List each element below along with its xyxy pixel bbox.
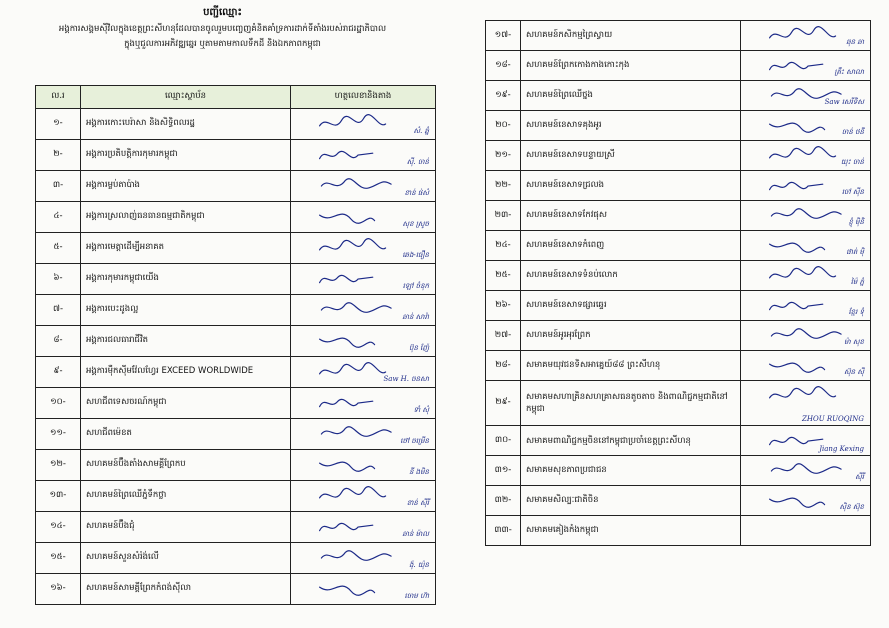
signature-cell bbox=[741, 171, 871, 201]
organization-name: សហគមន៍កសិកម្មព្រៃស្វាយ bbox=[521, 21, 741, 51]
handwritten-signature bbox=[305, 423, 413, 445]
table-row bbox=[36, 109, 436, 140]
handwritten-signature bbox=[305, 268, 413, 290]
signature-cell bbox=[741, 261, 871, 291]
organization-name: សហគមន៍ព្រៃឈើភ្នំទឹកថ្លា bbox=[81, 481, 291, 512]
row-number: ២៩- bbox=[486, 381, 521, 426]
signature-name: ខាន់ ផ់សំ bbox=[404, 189, 429, 197]
handwritten-signature bbox=[305, 144, 413, 166]
handwritten-signature bbox=[305, 237, 413, 259]
row-number: ២៨- bbox=[486, 351, 521, 381]
signature-name: ប៊ុន ញ៉ែ bbox=[409, 344, 429, 352]
signature-cell bbox=[741, 291, 871, 321]
organization-name: សមាគមពាណិជ្ជកម្មចិននៅកម្ពុជាប្រចាំខេត្តព្រះសីហនុ bbox=[521, 426, 741, 456]
header-signature: ហត្ថលេខានិងតាង bbox=[291, 86, 436, 109]
signature-cell bbox=[291, 109, 436, 140]
signature-cell bbox=[291, 140, 436, 171]
table-row bbox=[486, 291, 871, 321]
table-row bbox=[486, 201, 871, 231]
table-row bbox=[36, 481, 436, 512]
row-number: ២០- bbox=[486, 111, 521, 141]
organization-name: អង្គការកោះបេរ៉ាសា និងសិទ្ធិពលរដ្ឋ bbox=[81, 109, 291, 140]
signature-cell bbox=[741, 231, 871, 261]
table-row bbox=[486, 51, 871, 81]
organization-name: សហគមន៍នេសាទកំពេញ bbox=[521, 231, 741, 261]
signature-name: ង៉ុ. យ៉ុន bbox=[408, 561, 429, 569]
signature-name: ឆេង-ធឿន bbox=[402, 251, 429, 259]
organization-name: សមាគមសុខភាពប្រជាជន bbox=[521, 456, 741, 486]
row-number: ៣០- bbox=[486, 426, 521, 456]
signature-name: ឆាន់ សារ៉ា bbox=[402, 313, 429, 321]
signature-cell bbox=[741, 321, 871, 351]
organization-name: សហគមន៍សួនសំរ៉ង់លើ bbox=[81, 543, 291, 574]
handwritten-signature bbox=[755, 205, 863, 227]
handwritten-signature bbox=[755, 460, 863, 482]
table-row bbox=[36, 574, 436, 605]
row-number: ៣- bbox=[36, 171, 81, 202]
organization-name: សហគមន៍នេសាទផ្សារឆ្ទេរ bbox=[521, 291, 741, 321]
signature-name: ខាន់ ស៊ីរី bbox=[406, 499, 429, 507]
table-row bbox=[36, 140, 436, 171]
signature-name: សុខ ស្រូច bbox=[402, 220, 429, 228]
handwritten-signature bbox=[305, 206, 413, 228]
signature-name: ម៉ា សុខ bbox=[844, 338, 864, 346]
handwritten-signature bbox=[305, 578, 413, 600]
row-number: ៣១- bbox=[486, 456, 521, 486]
table-row bbox=[36, 388, 436, 419]
table-row bbox=[486, 321, 871, 351]
handwritten-signature bbox=[755, 385, 863, 407]
signature-name: ស៊ី. ចាន់ bbox=[406, 158, 429, 166]
table-row bbox=[36, 512, 436, 543]
table-row bbox=[486, 381, 871, 426]
signature-cell bbox=[741, 456, 871, 486]
signature-cell bbox=[291, 543, 436, 574]
organization-name: អង្គការស្រលាញ់ធនធានធម្មជាតិកម្ពុជា bbox=[81, 202, 291, 233]
row-number: ២៦- bbox=[486, 291, 521, 321]
signature-name: នី ងមិន bbox=[409, 468, 429, 476]
list-subtitle-1: អង្គការសង្គមស៊ីវិលក្នុងខេត្តព្រះសីហនុដែលបានចូលរួមបញ្ចេញគំនិតគាំទ្រការដាក់ទីតាំងរបស់រាជរដ្ឋាភិបាល bbox=[58, 24, 387, 34]
signature-name: ចាន់ ថនី bbox=[841, 128, 864, 136]
table-row bbox=[486, 351, 871, 381]
signature-cell bbox=[741, 381, 871, 426]
signature-cell bbox=[291, 233, 436, 264]
signature-cell bbox=[741, 51, 871, 81]
row-number: ២៧- bbox=[486, 321, 521, 351]
signature-cell bbox=[741, 81, 871, 111]
row-number: ៣២- bbox=[486, 486, 521, 516]
signature-cell bbox=[291, 326, 436, 357]
handwritten-signature bbox=[755, 265, 863, 287]
signature-name: ឆុន ឆា bbox=[846, 38, 864, 46]
signature-name: ឡៅ ចំនុក bbox=[402, 282, 429, 290]
row-number: ២៣- bbox=[486, 201, 521, 231]
signature-name: Saw H. ចនសា bbox=[383, 375, 429, 383]
signature-cell bbox=[291, 481, 436, 512]
signature-name: ខ្មែរ ទុំ bbox=[848, 308, 864, 316]
row-number: ១៥- bbox=[36, 543, 81, 574]
signature-name: យុះ ចាន់ bbox=[840, 158, 864, 166]
signature-name: Saw សេរីទិស bbox=[824, 98, 864, 106]
signature-name: ម៉ៃ ភ្នំ bbox=[850, 278, 864, 286]
signature-cell bbox=[741, 21, 871, 51]
row-number: ១៣- bbox=[36, 481, 81, 512]
signature-name: ចោម ហ៊ា bbox=[404, 592, 429, 600]
organization-name: សហគមន៍ប៊ឹងតាំងសាមគ្គីព្រែកប bbox=[81, 450, 291, 481]
row-number: ១៧- bbox=[486, 21, 521, 51]
table-row bbox=[486, 261, 871, 291]
row-number: ៧- bbox=[36, 295, 81, 326]
table-row bbox=[36, 357, 436, 388]
organization-name: អង្គការម៉ឺកស៊ីមវ៉ែលហ្វែរ EXCEED WORLDWIDE bbox=[81, 357, 291, 388]
signature-cell bbox=[291, 419, 436, 450]
organization-name: អង្គការជលធារាជីវិត bbox=[81, 326, 291, 357]
row-number: ៨- bbox=[36, 326, 81, 357]
signature-cell bbox=[291, 450, 436, 481]
row-number: ១២- bbox=[36, 450, 81, 481]
row-number: ៩- bbox=[36, 357, 81, 388]
row-number: ២៥- bbox=[486, 261, 521, 291]
table-row bbox=[36, 450, 436, 481]
signature-name: គ្រឹះ សាលា bbox=[834, 68, 864, 76]
list-title: បញ្ជីឈ្មោះ bbox=[203, 7, 242, 18]
row-number: ៣៣- bbox=[486, 516, 521, 546]
header-organization: ឈ្មោះស្ថាប័ន bbox=[81, 86, 291, 109]
organization-name: សហគមន៍នេសាទជ្រលង bbox=[521, 171, 741, 201]
organization-name: សហគមន៍នេសាទកែវផុស bbox=[521, 201, 741, 231]
signature-cell bbox=[291, 512, 436, 543]
organization-name: សហគមន៍នេសាទបន្ទាយស្រី bbox=[521, 141, 741, 171]
signature-cell bbox=[291, 264, 436, 295]
table-row bbox=[36, 295, 436, 326]
signature-cell bbox=[741, 201, 871, 231]
table-row bbox=[36, 264, 436, 295]
table-row bbox=[36, 326, 436, 357]
signature-name: Jiang Kexing bbox=[819, 445, 864, 453]
organization-name: សហគមន៍ព្រៃឈើថ្នង bbox=[521, 81, 741, 111]
organization-name: អង្គការប្រតិបត្តិការកុមារកម្ពុជា bbox=[81, 140, 291, 171]
organization-name: សមាគមសហាគ្រិនសហគ្រាសធនតូចតាច និងពាណិជ្ជកម្មជាតិនៅកម្ពុជា bbox=[521, 381, 741, 426]
signature-cell bbox=[291, 357, 436, 388]
handwritten-signature bbox=[305, 330, 413, 352]
signature-cell bbox=[291, 295, 436, 326]
organization-name: អង្គការមេត្តាដើម្បីអនាគត bbox=[81, 233, 291, 264]
signature-name: ស៊ីរី bbox=[855, 473, 864, 481]
signature-name: ZHOU RUOQING bbox=[802, 415, 864, 423]
signature-name: ចៅ ស៊ីន bbox=[841, 188, 864, 196]
organization-name: សហគមន៍ព្រែកកោងកាងកោះកុង bbox=[521, 51, 741, 81]
signature-name: ឆាន់ ម៉ាល bbox=[402, 530, 429, 538]
table-row bbox=[486, 456, 871, 486]
handwritten-signature bbox=[305, 485, 413, 507]
signature-cell bbox=[741, 516, 871, 546]
row-number: ១៨- bbox=[486, 51, 521, 81]
table-row bbox=[486, 81, 871, 111]
organization-name: អង្គការកុមារកម្ពុជាយើង bbox=[81, 264, 291, 295]
signature-cell bbox=[741, 426, 871, 456]
handwritten-signature bbox=[305, 299, 413, 321]
table-row bbox=[486, 111, 871, 141]
table-header-row bbox=[36, 86, 436, 109]
signature-name: ខ្ញុំ ម៉ិនិ bbox=[848, 218, 864, 226]
table-row bbox=[36, 543, 436, 574]
signature-cell bbox=[291, 202, 436, 233]
row-number: ១៤- bbox=[36, 512, 81, 543]
handwritten-signature bbox=[305, 392, 413, 414]
row-number: ១៦- bbox=[36, 574, 81, 605]
right-signature-table bbox=[485, 20, 871, 546]
organization-name: សមាគមសិល្បៈជាតិចិន bbox=[521, 486, 741, 516]
table-row bbox=[36, 233, 436, 264]
header-number: ល.រ bbox=[36, 86, 81, 109]
handwritten-signature bbox=[305, 113, 413, 135]
handwritten-signature bbox=[755, 295, 863, 317]
organization-name: សហគមន៍ប៊ឹងជុំ bbox=[81, 512, 291, 543]
row-number: ២២- bbox=[486, 171, 521, 201]
table-row bbox=[486, 486, 871, 516]
signature-name: ស៊ុន ស៊ី bbox=[844, 368, 864, 376]
table-row bbox=[486, 141, 871, 171]
signature-name: ស៊ិន ស៊ុខ bbox=[839, 503, 864, 511]
signature-name: ទាំ សុំ bbox=[413, 406, 429, 414]
organization-name: សហគមន៍អូរអុរព្រែក bbox=[521, 321, 741, 351]
row-number: ១៩- bbox=[486, 81, 521, 111]
organization-name: សមាគមយុវជនទិសអាគ្នេយ៍៨៨ ព្រះសីហនុ bbox=[521, 351, 741, 381]
row-number: ២- bbox=[36, 140, 81, 171]
organization-name: សហជីពម៉េខត bbox=[81, 419, 291, 450]
organization-name: អង្គការបេះដូងល្អ bbox=[81, 295, 291, 326]
table-row bbox=[486, 171, 871, 201]
signature-cell bbox=[291, 388, 436, 419]
organization-name: សហជីពទេសចរណ៍កម្ពុជា bbox=[81, 388, 291, 419]
row-number: ៥- bbox=[36, 233, 81, 264]
signature-cell bbox=[291, 171, 436, 202]
row-number: ២១- bbox=[486, 141, 521, 171]
handwritten-signature bbox=[305, 175, 413, 197]
signature-cell bbox=[741, 486, 871, 516]
organization-name: សហគមន៍នេសាទគុងអូរ bbox=[521, 111, 741, 141]
row-number: ១០- bbox=[36, 388, 81, 419]
handwritten-signature bbox=[305, 454, 413, 476]
signature-name: ថៅ ចម្រើន bbox=[400, 437, 429, 445]
row-number: ២៤- bbox=[486, 231, 521, 261]
list-subtitle-2: ក្នុងឬជួលការអភិវឌ្ឍឆ្នេរ ឬតាមតាមកាលទឹកដី និងឯកភាពកម្ពុជា bbox=[124, 39, 321, 49]
row-number: ៤- bbox=[36, 202, 81, 233]
signature-cell bbox=[741, 111, 871, 141]
row-number: ៦- bbox=[36, 264, 81, 295]
table-row bbox=[36, 419, 436, 450]
table-row bbox=[486, 21, 871, 51]
signature-cell bbox=[741, 141, 871, 171]
table-row bbox=[486, 516, 871, 546]
organization-name: អង្គការម្លប់តាប៉ាង bbox=[81, 171, 291, 202]
organization-name: សហគមន៍សាមគ្គីព្រែកកំពង់ស៊ីលា bbox=[81, 574, 291, 605]
row-number: ១១- bbox=[36, 419, 81, 450]
table-row bbox=[486, 426, 871, 456]
signature-name: ផាត់ ម៉ិ bbox=[846, 248, 864, 256]
left-signature-table bbox=[35, 85, 436, 605]
table-row bbox=[486, 231, 871, 261]
table-row bbox=[36, 171, 436, 202]
signature-cell bbox=[291, 574, 436, 605]
handwritten-signature bbox=[305, 547, 413, 569]
organization-name: សហគមន៍នេសាទទំនប់លោក bbox=[521, 261, 741, 291]
row-number: ១- bbox=[36, 109, 81, 140]
signature-cell bbox=[741, 351, 871, 381]
organization-name: សមាគមគៀងកំងកម្ពុជា bbox=[521, 516, 741, 546]
signature-name: សំ. ឆ្នំ bbox=[413, 127, 429, 135]
handwritten-signature bbox=[305, 516, 413, 538]
table-row bbox=[36, 202, 436, 233]
